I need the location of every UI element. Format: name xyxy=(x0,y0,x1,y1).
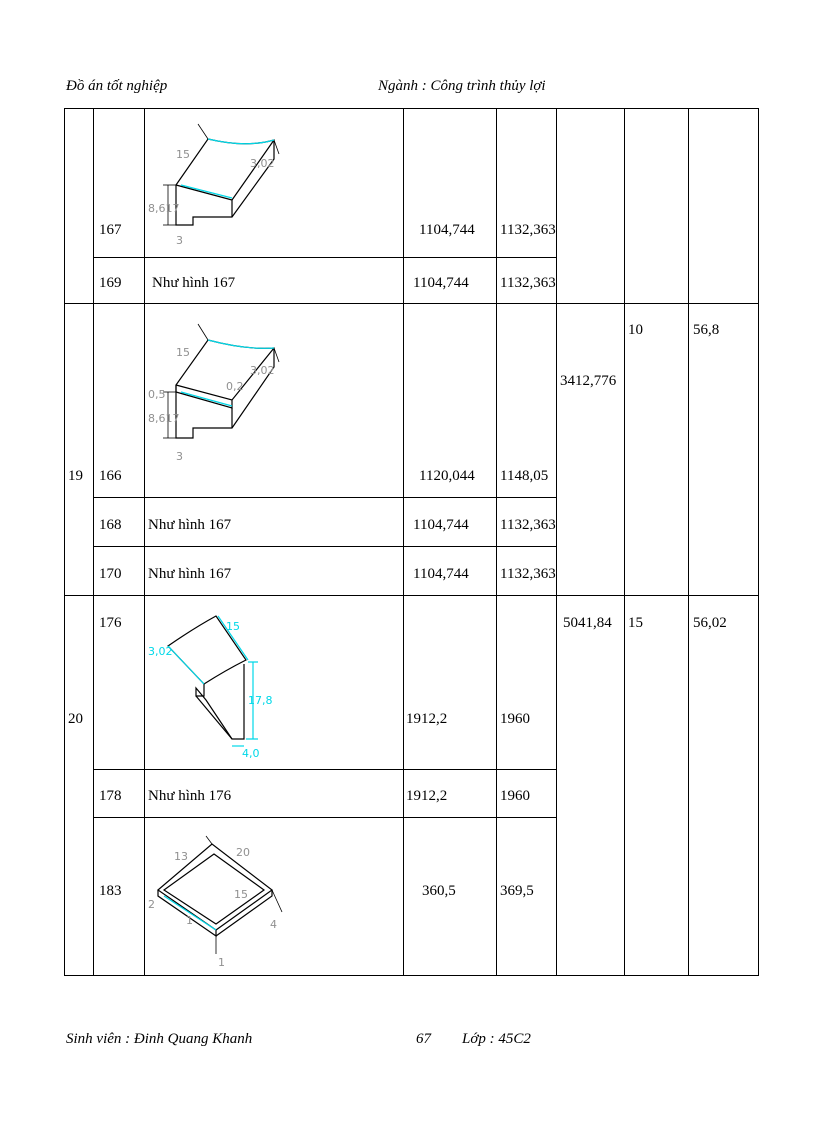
col-divider-1 xyxy=(93,108,94,976)
dim-label: 15 xyxy=(226,620,240,633)
group-total: 3412,776 xyxy=(560,373,617,389)
weight-cell: 1132,363 xyxy=(500,517,556,533)
col-divider-5 xyxy=(556,108,557,976)
row-id: 178 xyxy=(99,788,122,804)
table-border-left xyxy=(64,108,65,976)
weight-cell: 1960 xyxy=(500,711,530,727)
dim-label: 3,02 xyxy=(148,645,173,658)
group-count: 10 xyxy=(628,322,643,338)
col-divider-4 xyxy=(496,108,497,976)
dim-label: 3 xyxy=(176,234,183,247)
weight-cell: 1132,363 xyxy=(500,566,556,582)
volume-cell: 1912,2 xyxy=(406,711,448,727)
dim-label: 4 xyxy=(270,918,277,931)
volume-cell: 1120,044 xyxy=(419,468,475,484)
row-id: 170 xyxy=(99,566,122,582)
page-number: 67 xyxy=(416,1031,431,1047)
table-border-bottom xyxy=(64,975,759,976)
block-drawing-183 xyxy=(146,832,296,972)
group-divider xyxy=(64,303,759,304)
weight-cell: 1148,05 xyxy=(500,468,549,484)
footer-class: Lớp : 45C2 xyxy=(462,1031,531,1047)
dim-label: 3 xyxy=(176,450,183,463)
volume-cell: 1104,744 xyxy=(413,566,469,582)
header-right: Ngành : Công trình thủy lợi xyxy=(378,78,546,94)
row-divider xyxy=(93,817,556,818)
volume-cell: 1104,744 xyxy=(413,275,469,291)
row-description: Như hình 176 xyxy=(148,788,232,804)
weight-cell: 1132,363 xyxy=(500,222,556,238)
col-divider-2 xyxy=(144,108,145,976)
row-id: 183 xyxy=(99,883,122,899)
footer-student: Sinh viên : Đinh Quang Khanh xyxy=(66,1031,253,1047)
row-description: Như hình 167 xyxy=(148,517,232,533)
dim-label: 8,617 xyxy=(148,202,180,215)
col-divider-3 xyxy=(403,108,404,976)
row-id: 176 xyxy=(99,615,122,631)
row-divider xyxy=(93,546,556,547)
table-border-right xyxy=(758,108,759,976)
row-id: 168 xyxy=(99,517,122,533)
dim-label: 17,8 xyxy=(248,694,273,707)
dim-label: 3,02 xyxy=(250,364,275,377)
group-value: 56,8 xyxy=(693,322,720,338)
row-description: Như hình 167 xyxy=(152,275,236,291)
dim-label: 15 xyxy=(176,148,190,161)
dim-label: 1 xyxy=(218,956,225,969)
volume-cell: 1104,744 xyxy=(419,222,475,238)
dim-label: 0,5 xyxy=(148,388,166,401)
weight-cell: 1960 xyxy=(500,788,530,804)
row-divider xyxy=(93,497,556,498)
dim-label: 8,617 xyxy=(148,412,180,425)
table-border-top xyxy=(64,108,759,109)
group-value: 56,02 xyxy=(693,615,727,631)
dim-label: 13 xyxy=(174,850,188,863)
weight-cell: 369,5 xyxy=(500,883,534,899)
weight-cell: 1132,363 xyxy=(500,275,556,291)
block-drawing-176 xyxy=(146,604,276,764)
row-divider xyxy=(93,769,556,770)
col-divider-7 xyxy=(688,108,689,976)
row-divider xyxy=(93,257,556,258)
dim-label: 0,2 xyxy=(226,380,244,393)
header-left: Đồ án tốt nghiệp xyxy=(66,78,168,94)
dim-label: 15 xyxy=(176,346,190,359)
row-description: Như hình 167 xyxy=(148,566,232,582)
volume-cell: 1104,744 xyxy=(413,517,469,533)
group-count: 15 xyxy=(628,615,643,631)
dim-label: 3,02 xyxy=(250,157,275,170)
dim-label: 15 xyxy=(234,888,248,901)
row-id: 167 xyxy=(99,222,122,238)
col-divider-6 xyxy=(624,108,625,976)
volume-cell: 1912,2 xyxy=(406,788,448,804)
row-id: 166 xyxy=(99,468,122,484)
dim-label: 2 xyxy=(148,898,155,911)
group-total: 5041,84 xyxy=(563,615,612,631)
block-drawing-167 xyxy=(146,112,286,252)
group-divider xyxy=(64,595,759,596)
volume-cell: 360,5 xyxy=(422,883,456,899)
row-id: 169 xyxy=(99,275,122,291)
group-number: 19 xyxy=(68,468,83,484)
dim-label: 20 xyxy=(236,846,250,859)
dim-label: 4,0 xyxy=(242,747,260,760)
block-drawing-166 xyxy=(146,310,286,470)
dim-label: 1 xyxy=(186,914,193,927)
group-number: 20 xyxy=(68,711,83,727)
